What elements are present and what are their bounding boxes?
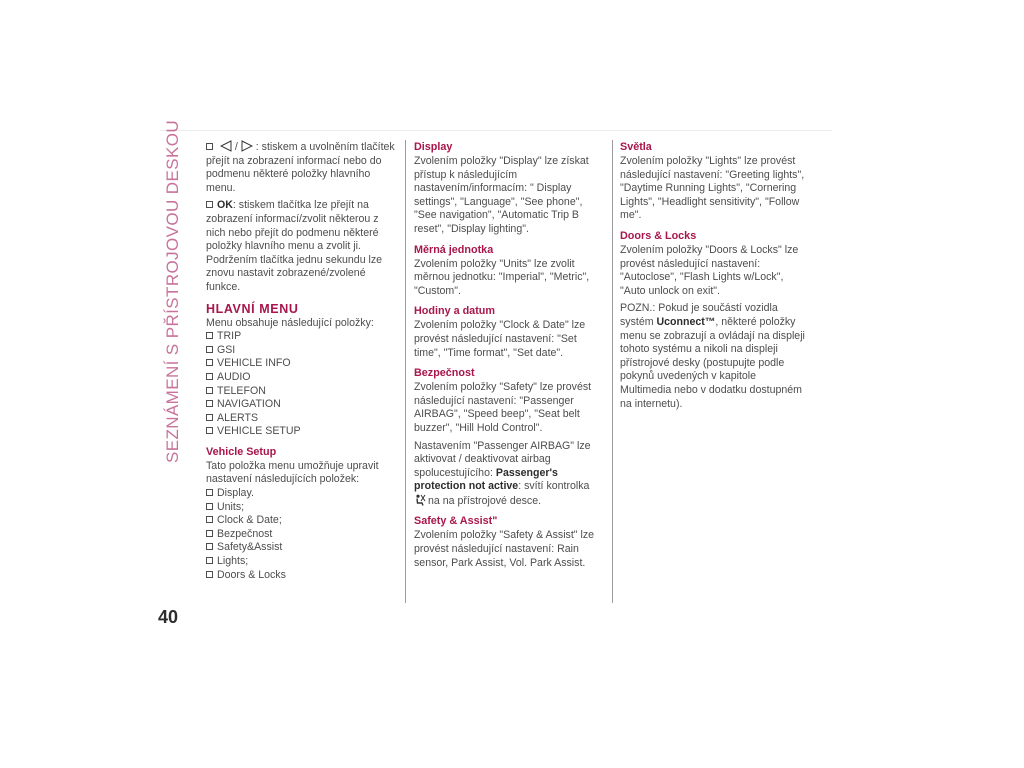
- ok-label: OK: [217, 199, 233, 212]
- arrows-paragraph: [206, 140, 396, 195]
- bullet-icon: [206, 143, 213, 150]
- bullet-icon: [206, 387, 213, 394]
- list-item: Units;: [206, 501, 396, 515]
- note-paragraph: POZN.: Pokud je součástí vozidla systém Uconnect™, některé položky menu se zobrazují a ovládají na displeji tohoto systému a nikoli na displeji přístrojové desky (postupujte podle pokynů uvedených v kapitole Multimedia nebo v dodatku dostupném na internetu).: [620, 302, 805, 410]
- list-item: TELEFON: [206, 385, 396, 399]
- column-divider-2: [612, 140, 613, 603]
- display-heading: Display: [414, 141, 453, 153]
- display-text: Zvolením položky "Display" lze získat přístup k následujícím nastavením/informacím: " Display settings", "Language", "See phone", "See navigation", "Automatic Trip B reset", "Display lighting".: [414, 155, 589, 235]
- safety-heading: Bezpečnost: [414, 367, 475, 380]
- left-arrow-icon: [220, 140, 232, 152]
- airbag-bold: Passenger's protection not active: [414, 466, 558, 493]
- bullet-icon: [206, 414, 213, 421]
- vehicle-setup-heading: Vehicle Setup: [206, 445, 277, 458]
- doors-heading: Doors & Locks: [620, 229, 697, 242]
- lights-text: Zvolením položky "Lights" lze provést následující nastavení: "Greeting lights", "Daytime Running Lights", "Cornering Lights", "Headlight sensitivity", "Follow me".: [620, 155, 805, 222]
- list-item: Clock & Date;: [206, 514, 396, 528]
- bullet-icon: [206, 373, 213, 380]
- column-2: [414, 138, 604, 574]
- list-item: Lights;: [206, 555, 396, 569]
- bullet-icon: [206, 516, 213, 523]
- clock-heading: Hodiny a datum: [414, 305, 495, 318]
- list-item: Display.: [206, 487, 396, 501]
- units-text: Zvolením položky "Units" lze zvolit měrnou jednotku: "Imperial", "Metric", "Custom".: [414, 257, 590, 297]
- list-item: NAVIGATION: [206, 398, 396, 412]
- list-item: Doors & Locks: [206, 569, 396, 583]
- ok-description: : stiskem tlačítka lze přejít na zobrazení informací/zvolit některou z nich nebo přejít do podmenu některé položky hlavního menu a zvolit ji. Podržením tlačítka jednu sekundu lze znovu nastavit zobrazené/zvolené funkce.: [206, 199, 383, 293]
- uconnect-label: Uconnect™: [656, 315, 716, 328]
- clock-text: Zvolením položky "Clock & Date" lze provést následující nastavení: "Set time", "Time format", "Set date".: [414, 319, 586, 359]
- main-menu-intro: Menu obsahuje následující položky:: [206, 316, 374, 329]
- bullet-icon: [206, 571, 213, 578]
- column-3: [620, 138, 810, 415]
- bullet-icon: [206, 503, 213, 510]
- bullet-icon: [206, 400, 213, 407]
- units-heading: Měrná jednotka: [414, 243, 494, 256]
- column-1: [206, 140, 396, 584]
- list-item: AUDIO: [206, 371, 396, 385]
- top-rule: [160, 130, 832, 131]
- list-item: ALERTS: [206, 412, 396, 426]
- assist-text: Zvolením položky "Safety & Assist" lze provést následující nastavení: Rain sensor, Park Assist, Vol. Park Assist.: [414, 529, 595, 569]
- list-item: VEHICLE SETUP: [206, 425, 396, 439]
- list-item: Bezpečnost: [206, 528, 396, 542]
- airbag-paragraph: Nastavením "Passenger AIRBAG" lze aktivovat / deaktivovat airbag spolucestujícího: Passenger's protection not active: svítí kontrolka na na přístrojové desce.: [414, 439, 591, 507]
- list-item: GSI: [206, 344, 396, 358]
- vehicle-setup-list: [206, 487, 396, 582]
- main-menu-list: [206, 330, 396, 439]
- bullet-icon: [206, 201, 213, 208]
- passenger-airbag-off-icon: [414, 494, 426, 506]
- safety-text: Zvolením položky "Safety" lze provést následující nastavení: "Passenger AIRBAG", "Speed beep", "Seat belt buzzer", "Hill Hold Control".: [414, 381, 592, 434]
- assist-heading: Safety & Assist": [414, 515, 498, 528]
- list-item: VEHICLE INFO: [206, 357, 396, 371]
- ok-paragraph: [206, 199, 396, 294]
- lights-heading: Světla: [620, 141, 652, 153]
- list-item: TRIP: [206, 330, 396, 344]
- arrows-description: : stiskem a uvolněním tlačítek přejít na zobrazení informací nebo do podmenu některé položky hlavního menu.: [206, 141, 395, 194]
- column-divider-1: [405, 140, 406, 603]
- list-item: Safety&Assist: [206, 541, 396, 555]
- bullet-icon: [206, 543, 213, 550]
- page-number: 40: [158, 607, 179, 627]
- arrow-separator: /: [234, 141, 238, 153]
- bullet-icon: [206, 557, 213, 564]
- bullet-icon: [206, 489, 213, 496]
- bullet-icon: [206, 427, 213, 434]
- main-menu-heading: HLAVNÍ MENU: [206, 301, 299, 316]
- bullet-icon: [206, 359, 213, 366]
- right-arrow-icon: [241, 140, 253, 152]
- bullet-icon: [206, 332, 213, 339]
- bullet-icon: [206, 346, 213, 353]
- doors-text: Zvolením položky "Doors & Locks" lze provést následující nastavení: "Autoclose", "Flash Lights w/Lock", "Auto unlock on exit".: [620, 243, 799, 297]
- bullet-icon: [206, 530, 213, 537]
- chapter-title: SEZNÁMENÍ S PŘÍSTROJOVOU DESKOU: [163, 119, 182, 463]
- vehicle-setup-intro: Tato položka menu umožňuje upravit nastavení následujících položek:: [206, 459, 379, 486]
